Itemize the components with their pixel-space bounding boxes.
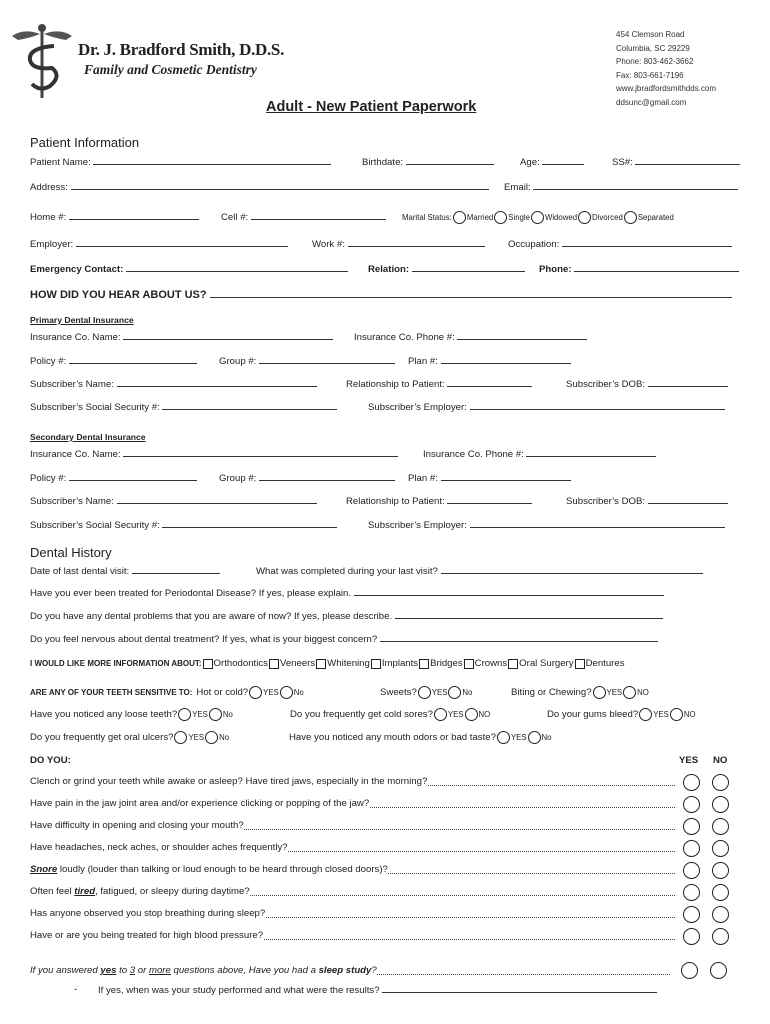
dentures-label: Dentures xyxy=(585,658,625,669)
oral-surgery-checkbox[interactable] xyxy=(508,659,518,669)
q4-no-radio[interactable] xyxy=(712,840,729,857)
employer-label: Employer: xyxy=(30,239,74,250)
primary-sub-ss-label: Subscriber’s Social Security #: xyxy=(30,402,160,413)
cold-sores-label: Do you frequently get cold sores? xyxy=(290,709,433,720)
sleep-text-a: If you answered xyxy=(30,965,101,976)
q8-yes-radio[interactable] xyxy=(683,928,700,945)
gums-no-label: NO xyxy=(683,710,696,719)
secondary-relationship-field[interactable] xyxy=(447,495,532,504)
q6-no-radio[interactable] xyxy=(712,884,729,901)
secondary-sub-name-label: Subscriber’s Name: xyxy=(30,496,114,507)
cold-sores-no-radio[interactable] xyxy=(465,708,478,721)
primary-group-label: Group #: xyxy=(219,356,257,367)
hot-cold-no-radio[interactable] xyxy=(280,686,293,699)
hot-cold-yes-radio[interactable] xyxy=(249,686,262,699)
nervous-field[interactable] xyxy=(380,633,658,642)
study-results-label: If yes, when was your study performed and what were the results? xyxy=(98,985,380,996)
loose-yes-radio[interactable] xyxy=(178,708,191,721)
single-radio[interactable] xyxy=(494,211,507,224)
do-you-heading: DO YOU: xyxy=(30,755,71,766)
email-field[interactable] xyxy=(533,181,738,190)
biting-yes-label: YES xyxy=(606,688,623,697)
perio-field[interactable] xyxy=(354,587,664,596)
primary-relationship-label: Relationship to Patient: xyxy=(346,379,445,390)
age-label: Age: xyxy=(520,157,540,168)
sleep-three-emphasis: 3 xyxy=(129,965,136,976)
sweets-no-label: No xyxy=(462,688,473,697)
address-street: 454 Clemson Road xyxy=(616,30,685,39)
caduceus-logo-icon xyxy=(10,22,74,100)
study-dash: - xyxy=(74,984,78,995)
completed-field[interactable] xyxy=(441,565,703,574)
marital-status-label: Marital Status: xyxy=(402,213,452,222)
married-label: Married xyxy=(466,213,494,222)
odors-yes-radio[interactable] xyxy=(497,731,510,744)
completed-label: What was completed during your last visit? xyxy=(256,566,438,577)
q2-label: Have pain in the jaw joint area and/or experience clicking or popping of the jaw? xyxy=(30,798,370,809)
address-email: ddsunc@gmail.com xyxy=(616,97,687,107)
veneers-checkbox[interactable] xyxy=(269,659,279,669)
hot-cold-label: Hot or cold? xyxy=(196,687,249,698)
address-website: www.jbradfordsmithdds.com xyxy=(616,84,717,94)
address-city: Columbia, SC 29229 xyxy=(616,43,690,53)
gums-yes-radio[interactable] xyxy=(639,708,652,721)
occupation-label: Occupation: xyxy=(508,239,560,250)
whitening-checkbox[interactable] xyxy=(316,659,326,669)
biting-label: Biting or Chewing? xyxy=(511,687,592,698)
address-field[interactable] xyxy=(71,181,489,190)
form-title: Adult - New Patient Paperwork xyxy=(266,99,477,115)
last-visit-field[interactable] xyxy=(132,565,220,574)
how-heard-field[interactable] xyxy=(210,289,732,298)
odors-label: Have you noticed any mouth odors or bad taste? xyxy=(289,732,496,743)
biting-no-label: NO xyxy=(637,688,649,697)
bridges-checkbox[interactable] xyxy=(419,659,429,669)
secondary-plan-label: Plan #: xyxy=(408,473,438,484)
sweets-yes-radio[interactable] xyxy=(418,686,431,699)
secondary-sub-employer-field[interactable] xyxy=(470,519,725,528)
bridges-label: Bridges xyxy=(430,658,463,669)
orthodontics-checkbox[interactable] xyxy=(203,659,213,669)
loose-yes-label: YES xyxy=(192,710,208,719)
how-heard-label: HOW DID YOU HEAR ABOUT US? xyxy=(30,289,207,301)
perio-label: Have you ever been treated for Periodontal Disease? If yes, please explain. xyxy=(30,588,352,599)
q6-tired-emphasis: tired xyxy=(74,886,96,897)
sleep-study-no-radio[interactable] xyxy=(710,962,727,979)
primary-policy-field[interactable] xyxy=(69,355,197,364)
dentures-checkbox[interactable] xyxy=(575,659,585,669)
sleep-yes-emphasis: yes xyxy=(100,965,117,976)
work-phone-field[interactable] xyxy=(348,238,485,247)
divorced-label: Divorced xyxy=(592,213,623,222)
primary-insurance-heading: Primary Dental Insurance xyxy=(30,315,134,325)
work-phone-label: Work #: xyxy=(312,239,345,250)
implants-label: Implants xyxy=(381,658,419,669)
study-results-field[interactable] xyxy=(382,984,657,993)
primary-group-field[interactable] xyxy=(259,355,395,364)
secondary-sub-name-field[interactable] xyxy=(117,495,317,504)
primary-ins-name-label: Insurance Co. Name: xyxy=(30,332,121,343)
secondary-sub-employer-label: Subscriber’s Employer: xyxy=(368,520,467,531)
sweets-yes-label: YES xyxy=(431,688,448,697)
secondary-sub-ss-label: Subscriber’s Social Security #: xyxy=(30,520,160,531)
secondary-ins-phone-label: Insurance Co. Phone #: xyxy=(423,449,524,460)
q4-label: Have headaches, neck aches, or shoulder aches frequently? xyxy=(30,842,288,853)
q5-snore-emphasis: Snore xyxy=(30,864,58,875)
cold-sores-yes-radio[interactable] xyxy=(434,708,447,721)
occupation-field[interactable] xyxy=(562,238,732,247)
age-field[interactable] xyxy=(542,156,584,165)
employer-field[interactable] xyxy=(76,238,288,247)
ss-field[interactable] xyxy=(635,156,740,165)
whitening-label: Whitening xyxy=(327,658,370,669)
relation-field[interactable] xyxy=(412,263,525,272)
primary-ins-phone-field[interactable] xyxy=(457,331,587,340)
patient-name-label: Patient Name: xyxy=(30,157,91,168)
practice-address xyxy=(616,28,716,110)
primary-sub-name-label: Subscriber’s Name: xyxy=(30,379,114,390)
odors-yes-label: YES xyxy=(510,733,527,742)
primary-relationship-field[interactable] xyxy=(447,378,532,387)
q6-text-c: , fatigued, or sleepy during daytime? xyxy=(95,886,250,897)
primary-sub-ss-field[interactable] xyxy=(162,401,337,410)
no-column-header: NO xyxy=(713,755,728,766)
sleep-study-label xyxy=(30,965,377,976)
emergency-phone-field[interactable] xyxy=(574,263,739,272)
emergency-contact-label: Emergency Contact: xyxy=(30,264,124,275)
secondary-policy-field[interactable] xyxy=(69,472,197,481)
orthodontics-label: Orthodontics xyxy=(213,658,268,669)
home-phone-field[interactable] xyxy=(69,211,199,220)
primary-sub-employer-field[interactable] xyxy=(470,401,725,410)
crowns-checkbox[interactable] xyxy=(464,659,474,669)
relation-label: Relation: xyxy=(368,264,410,275)
loose-teeth-label: Have you noticed any loose teeth? xyxy=(30,709,178,720)
q3-label: Have difficulty in opening and closing your mouth? xyxy=(30,820,244,831)
secondary-sub-dob-field[interactable] xyxy=(648,495,728,504)
q5-yes-radio[interactable] xyxy=(683,862,700,879)
biting-yes-radio[interactable] xyxy=(593,686,606,699)
more-info-label: I WOULD LIKE MORE INFORMATION ABOUT: xyxy=(30,659,202,668)
odors-no-radio[interactable] xyxy=(528,731,541,744)
q8-label: Have or are you being treated for high blood pressure? xyxy=(30,930,264,941)
sweets-no-radio[interactable] xyxy=(448,686,461,699)
primary-plan-label: Plan #: xyxy=(408,356,438,367)
secondary-policy-label: Policy #: xyxy=(30,473,67,484)
patient-name-field[interactable] xyxy=(93,156,331,165)
emergency-phone-label: Phone: xyxy=(539,264,572,275)
last-visit-label: Date of last dental visit: xyxy=(30,566,130,577)
gums-yes-label: YES xyxy=(653,710,669,719)
q1-label: Clench or grind your teeth while awake or asleep? Have tired jaws, especially in the morning? xyxy=(30,776,428,787)
dental-history-heading: Dental History xyxy=(30,545,112,560)
secondary-sub-ss-field[interactable] xyxy=(162,519,337,528)
implants-checkbox[interactable] xyxy=(371,659,381,669)
q6-text-a: Often feel xyxy=(30,886,75,897)
birthdate-field[interactable] xyxy=(406,156,494,165)
widowed-radio[interactable] xyxy=(531,211,544,224)
crowns-label: Crowns xyxy=(474,658,508,669)
primary-sub-dob-label: Subscriber’s DOB: xyxy=(566,379,646,390)
odors-no-label: No xyxy=(541,733,552,742)
q1-no-radio[interactable] xyxy=(712,774,729,791)
loose-no-radio[interactable] xyxy=(209,708,222,721)
widowed-label: Widowed xyxy=(544,213,578,222)
ulcers-no-radio[interactable] xyxy=(205,731,218,744)
practice-name: Dr. J. Bradford Smith, D.D.S. xyxy=(78,40,285,59)
sleep-study-emphasis: sleep study xyxy=(318,965,372,976)
ulcers-yes-radio[interactable] xyxy=(174,731,187,744)
primary-plan-field[interactable] xyxy=(441,355,571,364)
emergency-contact-field[interactable] xyxy=(126,263,348,272)
gums-bleed-label: Do your gums bleed? xyxy=(547,709,639,720)
loose-no-label: No xyxy=(222,710,233,719)
yes-column-header: YES xyxy=(679,755,699,766)
hot-cold-no-label: No xyxy=(293,688,304,697)
sweets-label: Sweets? xyxy=(380,687,417,698)
q7-label: Has anyone observed you stop breathing during sleep? xyxy=(30,908,266,919)
secondary-relationship-label: Relationship to Patient: xyxy=(346,496,445,507)
problems-label: Do you have any dental problems that you are aware of now? If yes, please describe. xyxy=(30,611,393,622)
sleep-text-c: to xyxy=(116,965,130,976)
divorced-radio[interactable] xyxy=(578,211,591,224)
primary-ins-phone-label: Insurance Co. Phone #: xyxy=(354,332,455,343)
sleep-more-emphasis: more xyxy=(148,965,171,976)
separated-radio[interactable] xyxy=(624,211,637,224)
nervous-label: Do you feel nervous about dental treatment? If yes, what is your biggest concern? xyxy=(30,634,378,645)
home-phone-label: Home #: xyxy=(30,212,67,223)
sleep-text-i: ? xyxy=(371,965,377,976)
birthdate-label: Birthdate: xyxy=(362,157,404,168)
biting-no-radio[interactable] xyxy=(623,686,636,699)
q7-yes-radio[interactable] xyxy=(683,906,700,923)
q8-no-radio[interactable] xyxy=(712,928,729,945)
q6-label xyxy=(30,886,250,897)
sleep-study-yes-radio[interactable] xyxy=(681,962,698,979)
secondary-group-field[interactable] xyxy=(259,472,395,481)
ulcers-yes-label: YES xyxy=(188,733,205,742)
sensitive-label: ARE ANY OF YOUR TEETH SENSITIVE TO: xyxy=(30,688,193,697)
secondary-ins-phone-field[interactable] xyxy=(526,448,656,457)
sleep-text-e: or xyxy=(135,965,149,976)
married-radio[interactable] xyxy=(453,211,466,224)
cold-sores-no-label: NO xyxy=(478,710,491,719)
primary-sub-employer-label: Subscriber’s Employer: xyxy=(368,402,467,413)
q5-text: loudly (louder than talking or loud enough to be heard through closed doors)? xyxy=(57,864,388,875)
secondary-ins-name-label: Insurance Co. Name: xyxy=(30,449,121,460)
q3-no-radio[interactable] xyxy=(712,818,729,835)
q2-no-radio[interactable] xyxy=(712,796,729,813)
problems-field[interactable] xyxy=(395,610,663,619)
q6-yes-radio[interactable] xyxy=(683,884,700,901)
secondary-group-label: Group #: xyxy=(219,473,257,484)
q3-yes-radio[interactable] xyxy=(683,818,700,835)
secondary-sub-dob-label: Subscriber’s DOB: xyxy=(566,496,646,507)
separated-label: Separated xyxy=(637,213,674,222)
q2-yes-radio[interactable] xyxy=(683,796,700,813)
q1-yes-radio[interactable] xyxy=(683,774,700,791)
secondary-insurance-heading: Secondary Dental Insurance xyxy=(30,432,146,442)
single-label: Single xyxy=(508,213,530,222)
q7-no-radio[interactable] xyxy=(712,906,729,923)
oral-surgery-label: Oral Surgery xyxy=(519,658,574,669)
veneers-label: Veneers xyxy=(279,658,316,669)
cold-sores-yes-label: YES xyxy=(447,710,464,719)
ss-label: SS#: xyxy=(612,157,633,168)
primary-sub-dob-field[interactable] xyxy=(648,378,728,387)
gums-no-radio[interactable] xyxy=(670,708,683,721)
secondary-ins-name-field[interactable] xyxy=(123,448,398,457)
sleep-text-g: questions above, Have you had a xyxy=(170,965,319,976)
primary-ins-name-field[interactable] xyxy=(123,331,333,340)
q4-yes-radio[interactable] xyxy=(683,840,700,857)
q5-label xyxy=(30,864,388,875)
q5-no-radio[interactable] xyxy=(712,862,729,879)
address-label: Address: xyxy=(30,182,68,193)
hot-cold-yes-label: YES xyxy=(263,688,279,697)
patient-info-heading: Patient Information xyxy=(30,135,140,150)
address-phone: Phone: 803-462-3662 xyxy=(616,57,694,67)
practice-tagline: Family and Cosmetic Dentistry xyxy=(84,62,257,77)
ulcers-label: Do you frequently get oral ulcers? xyxy=(30,732,174,743)
primary-policy-label: Policy #: xyxy=(30,356,67,367)
cell-phone-field[interactable] xyxy=(251,211,386,220)
cell-phone-label: Cell #: xyxy=(221,212,249,223)
primary-sub-name-field[interactable] xyxy=(117,378,317,387)
secondary-plan-field[interactable] xyxy=(441,472,571,481)
ulcers-no-label: No xyxy=(219,733,230,742)
address-fax: Fax: 803-661-7196 xyxy=(616,70,684,80)
email-label: Email: xyxy=(504,182,531,193)
